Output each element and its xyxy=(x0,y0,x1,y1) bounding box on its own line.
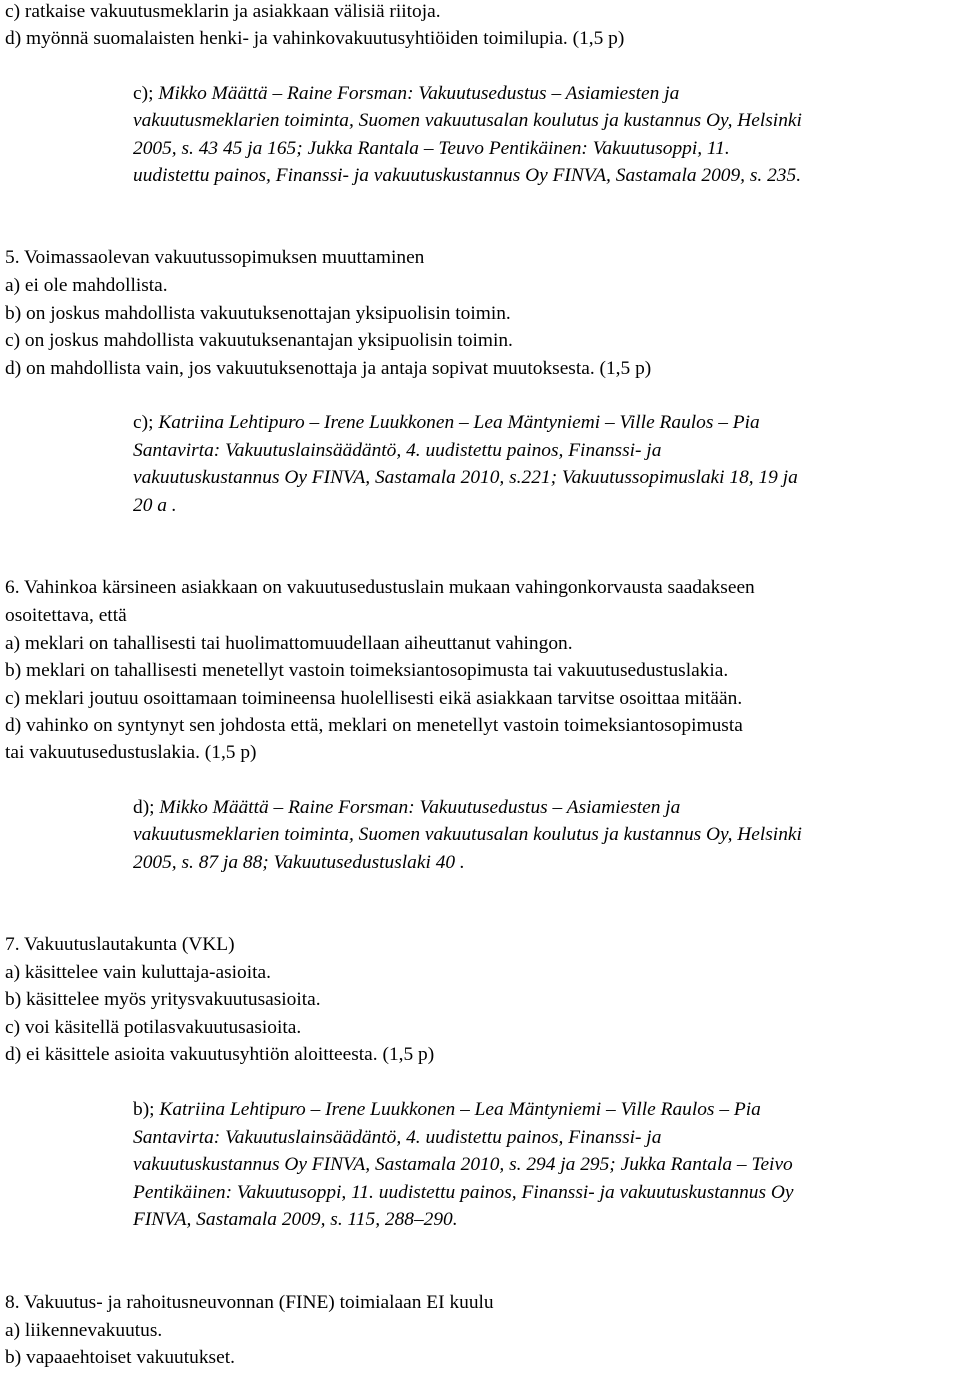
q6-option-a: a) meklari on tahallisesti tai huolimattomuudellaan aiheuttanut vahingon. xyxy=(5,633,573,654)
q7-option-c: c) voi käsitellä potilasvakuutusasioita. xyxy=(5,1017,302,1038)
q4-answer-line-2: vakuutusmeklarien toiminta, Suomen vakuutusalan koulutus ja kustannus Oy, Helsinki xyxy=(133,110,802,131)
q6-answer-letter: d); xyxy=(133,797,160,818)
q5-answer-letter: c); xyxy=(133,412,159,433)
q7-answer-line-2: Santavirta: Vakuutuslainsäädäntö, 4. uudistettu painos, Finanssi- ja xyxy=(133,1127,662,1148)
q5-answer-line-3: vakuutuskustannus Oy FINVA, Sastamala 2010, s.221; Vakuutussopimuslaki 18, 19 ja xyxy=(133,467,798,488)
q8-option-b: b) vapaaehtoiset vakuutukset. xyxy=(5,1347,235,1368)
q6-option-d-line-1: d) vahinko on syntynyt sen johdosta että, meklari on menetellyt vastoin toimeksiantosopimusta xyxy=(5,715,743,736)
q7-question: 7. Vakuutuslautakunta (VKL) xyxy=(5,934,235,955)
q5-answer-line-1 xyxy=(133,409,760,437)
q6-option-b: b) meklari on tahallisesti menetellyt vastoin toimeksiantosopimusta tai vakuutusedustuslakia. xyxy=(5,660,729,681)
q4-option-d: d) myönnä suomalaisten henki- ja vahinkovakuutusyhtiöiden toimilupia. (1,5 p) xyxy=(5,28,625,49)
q4-answer-reference: Mikko Määttä – Raine Forsman: Vakuutusedustus – Asiamiesten ja xyxy=(158,83,680,104)
q6-option-d-line-2: tai vakuutusedustuslakia. (1,5 p) xyxy=(5,742,257,763)
q5-option-c: c) on joskus mahdollista vakuutuksenantajan yksipuolisin toimin. xyxy=(5,330,513,351)
q5-option-b: b) on joskus mahdollista vakuutuksenottajan yksipuolisin toimin. xyxy=(5,303,511,324)
q4-answer-line-4: uudistettu painos, Finanssi- ja vakuutuskustannus Oy FINVA, Sastamala 2009, s. 235. xyxy=(133,165,802,186)
q6-question-line-2: osoitettava, että xyxy=(5,605,127,626)
q6-answer-line-1 xyxy=(133,794,680,822)
q5-question: 5. Voimassaolevan vakuutussopimuksen muuttaminen xyxy=(5,247,425,268)
q7-answer-reference: Katriina Lehtipuro – Irene Luukkonen – Lea Mäntyniemi – Ville Raulos – Pia xyxy=(159,1099,761,1120)
q4-answer-line-3: 2005, s. 43 45 ja 165; Jukka Rantala – Teuvo Pentikäinen: Vakuutusoppi, 11. xyxy=(133,138,730,159)
q5-answer-line-2: Santavirta: Vakuutuslainsäädäntö, 4. uudistettu painos, Finanssi- ja xyxy=(133,440,662,461)
q7-answer-letter: b); xyxy=(133,1099,160,1120)
q7-option-a: a) käsittelee vain kuluttaja-asioita. xyxy=(5,962,271,983)
q6-answer-line-2: vakuutusmeklarien toiminta, Suomen vakuutusalan koulutus ja kustannus Oy, Helsinki xyxy=(133,824,802,845)
q7-option-d: d) ei käsittele asioita vakuutusyhtiön aloitteesta. (1,5 p) xyxy=(5,1044,435,1065)
q7-answer-line-3: vakuutuskustannus Oy FINVA, Sastamala 2010, s. 294 ja 295; Jukka Rantala – Teivo xyxy=(133,1154,793,1175)
q7-answer-line-4: Pentikäinen: Vakuutusoppi, 11. uudistettu painos, Finanssi- ja vakuutuskustannus Oy xyxy=(133,1182,794,1203)
q5-option-a: a) ei ole mahdollista. xyxy=(5,275,168,296)
q6-option-c: c) meklari joutuu osoittamaan toimineensa huolellisesti eikä asiakkaan tarvitse osoittaa mitään. xyxy=(5,688,743,709)
q6-answer-reference: Mikko Määttä – Raine Forsman: Vakuutusedustus – Asiamiesten ja xyxy=(159,797,681,818)
q4-answer-letter: c); xyxy=(133,83,159,104)
q5-option-d: d) on mahdollista vain, jos vakuutuksenottaja ja antaja sopivat muutoksesta. (1,5 p) xyxy=(5,358,652,379)
q4-option-c: c) ratkaise vakuutusmeklarin ja asiakkaan välisiä riitoja. xyxy=(5,1,441,22)
q8-question: 8. Vakuutus- ja rahoitusneuvonnan (FINE) toimialaan EI kuulu xyxy=(5,1292,494,1313)
q7-answer-line-1 xyxy=(133,1096,761,1124)
q4-answer-line-1 xyxy=(133,80,679,108)
q5-answer-line-4: 20 a . xyxy=(133,495,177,516)
q7-option-b: b) käsittelee myös yritysvakuutusasioita. xyxy=(5,989,321,1010)
q5-answer-reference: Katriina Lehtipuro – Irene Luukkonen – Lea Mäntyniemi – Ville Raulos – Pia xyxy=(158,412,760,433)
q7-answer-line-5: FINVA, Sastamala 2009, s. 115, 288–290. xyxy=(133,1209,458,1230)
q8-option-a: a) liikennevakuutus. xyxy=(5,1320,163,1341)
q6-answer-line-3: 2005, s. 87 ja 88; Vakuutusedustuslaki 40 . xyxy=(133,852,465,873)
q6-question-line-1: 6. Vahinkoa kärsineen asiakkaan on vakuutusedustuslain mukaan vahingonkorvausta saadakseen xyxy=(5,577,755,598)
